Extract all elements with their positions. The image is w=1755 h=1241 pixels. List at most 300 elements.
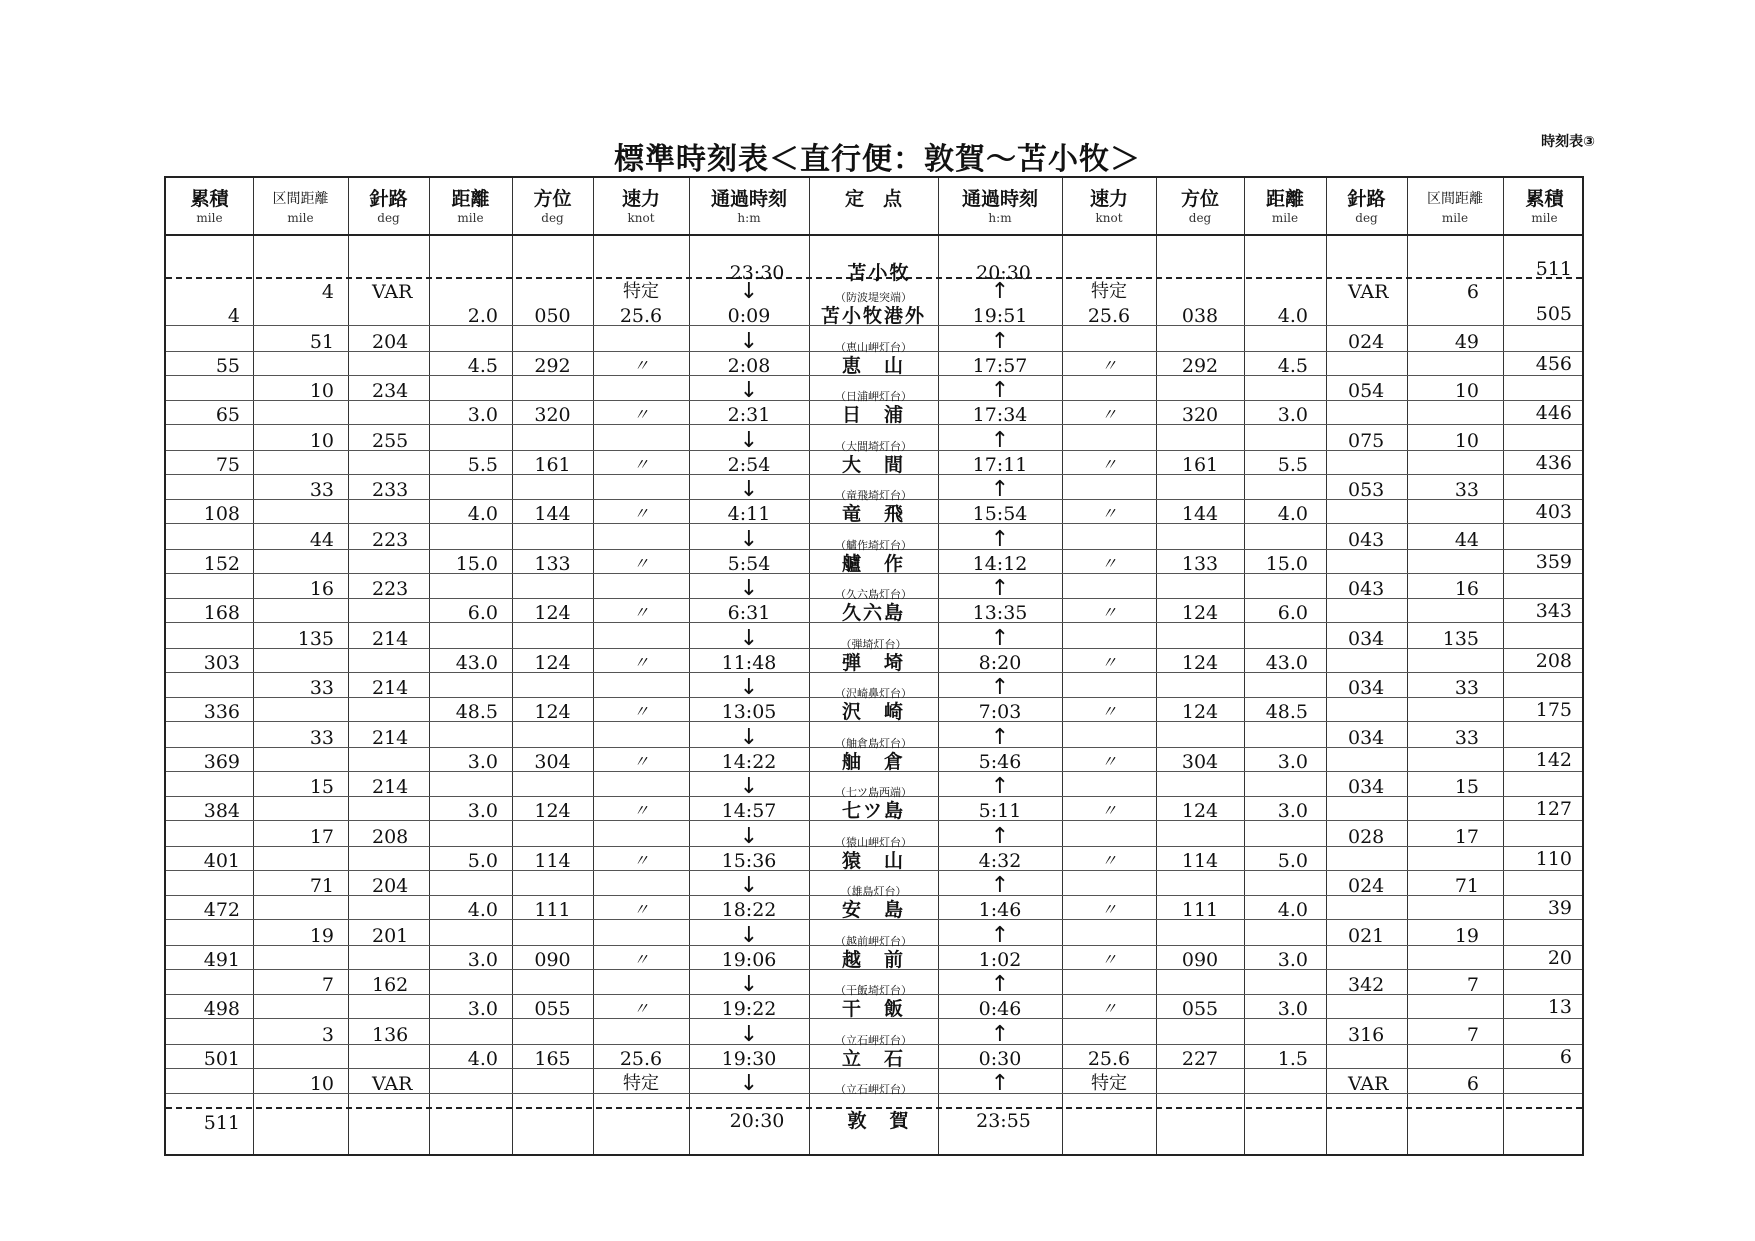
waypoint-sub-label: （雄島灯台） bbox=[840, 885, 907, 898]
leg-right-section-distance: 33 bbox=[1454, 677, 1479, 699]
waypoint-sub-label: （竜飛埼灯台） bbox=[835, 489, 912, 502]
start-station: 苫小牧 bbox=[847, 262, 911, 284]
waypoint-right-time: 15:54 bbox=[972, 503, 1028, 525]
waypoint-left-distance: 6.0 bbox=[467, 602, 498, 624]
waypoint-left-cumulative: 152 bbox=[203, 552, 240, 575]
waypoint-left-cumulative: 384 bbox=[203, 800, 240, 822]
waypoint-name: 久六島 bbox=[841, 602, 905, 624]
waypoint-right-bearing: 124 bbox=[1181, 651, 1219, 674]
leg-left-course: 214 bbox=[372, 627, 409, 650]
leg-right-section-distance: 6 bbox=[1466, 1073, 1479, 1095]
column-header-label: 累積 bbox=[190, 188, 229, 210]
waypoint-left-bearing: 292 bbox=[534, 354, 571, 377]
up-arrow-icon: ↑ bbox=[990, 724, 1010, 750]
waypoint-left-bearing: 165 bbox=[534, 1047, 571, 1070]
down-arrow-icon: ↓ bbox=[739, 1071, 759, 1096]
waypoint-right-bearing: 111 bbox=[1181, 899, 1219, 921]
waypoint-left-time: 14:57 bbox=[721, 800, 777, 822]
waypoint-left-cumulative: 501 bbox=[203, 1047, 240, 1070]
waypoint-right-bearing: 227 bbox=[1181, 1047, 1219, 1070]
waypoint-right-bearing: 133 bbox=[1181, 552, 1219, 575]
waypoint-left-speed: 〃 bbox=[632, 355, 649, 375]
column-header bbox=[689, 178, 809, 234]
waypoint-sub-label: （干飯埼灯台） bbox=[835, 984, 912, 997]
waypoint-right-speed: 〃 bbox=[1100, 405, 1117, 424]
leg-right-speed: 特定 bbox=[1091, 281, 1127, 302]
leg-right-course: 021 bbox=[1348, 924, 1385, 947]
timetable bbox=[164, 176, 1584, 1156]
leg-right-section-distance: 7 bbox=[1466, 1023, 1479, 1046]
waypoint-left-distance: 15.0 bbox=[455, 552, 498, 575]
waypoint-left-distance: 3.0 bbox=[467, 800, 498, 822]
leg-left-course: 214 bbox=[372, 726, 409, 749]
leg-left-course: VAR bbox=[372, 1073, 413, 1095]
waypoint-right-speed: 〃 bbox=[1100, 355, 1117, 375]
column-header bbox=[348, 178, 429, 234]
down-arrow-icon: ↓ bbox=[739, 625, 759, 651]
leg-right-course: 024 bbox=[1348, 875, 1385, 897]
waypoint-right-distance: 15.0 bbox=[1265, 552, 1308, 575]
leg-left-section-distance: 3 bbox=[321, 1023, 334, 1046]
waypoint-left-distance: 4.0 bbox=[467, 899, 498, 921]
leg-right-speed: 特定 bbox=[1091, 1073, 1127, 1094]
waypoint-left-speed: 〃 bbox=[632, 801, 649, 820]
waypoint-right-distance: 3.0 bbox=[1277, 404, 1308, 426]
column-header bbox=[1326, 178, 1407, 234]
waypoint-left-time: 5:54 bbox=[727, 552, 771, 575]
column-header-unit: knot bbox=[627, 211, 655, 225]
column-header bbox=[512, 178, 593, 234]
document-title: 標準時刻表＜直行便：敦賀～苫小牧＞ bbox=[614, 142, 1141, 177]
waypoint-name: 七ツ島 bbox=[841, 800, 905, 822]
waypoint-sub-label: （立石岬灯台） bbox=[835, 1083, 912, 1096]
end-left-time: 20:30 bbox=[729, 1110, 785, 1132]
waypoint-right-bearing: 292 bbox=[1181, 354, 1219, 377]
waypoint-left-cumulative: 303 bbox=[203, 651, 240, 674]
waypoint-left-cumulative: 336 bbox=[203, 701, 240, 723]
waypoint-right-speed: 〃 bbox=[1100, 504, 1117, 523]
leg-right-course: VAR bbox=[1348, 281, 1389, 303]
waypoint-right-time: 1:02 bbox=[978, 948, 1022, 971]
leg-left-section-distance: 15 bbox=[309, 776, 334, 798]
waypoint-right-speed: 〃 bbox=[1100, 949, 1117, 969]
column-header bbox=[1244, 178, 1326, 234]
down-arrow-icon: ↓ bbox=[739, 378, 759, 403]
leg-left-course: 255 bbox=[372, 429, 409, 452]
column-header-label: 方位 bbox=[533, 188, 572, 210]
waypoint-right-distance: 3.0 bbox=[1277, 948, 1308, 971]
down-arrow-icon: ↓ bbox=[739, 873, 759, 898]
leg-left-course: 201 bbox=[372, 924, 409, 947]
waypoint-left-bearing: 124 bbox=[534, 651, 571, 674]
column-header-label: 速力 bbox=[1089, 188, 1128, 210]
up-arrow-icon: ↑ bbox=[990, 972, 1010, 997]
waypoint-name: 苫小牧港外 bbox=[820, 305, 926, 327]
waypoint-right-cumulative: 110 bbox=[1535, 847, 1572, 870]
waypoint-right-time: 5:11 bbox=[978, 800, 1022, 822]
waypoint-right-bearing: 320 bbox=[1181, 404, 1219, 426]
waypoint-name: 艫 作 bbox=[841, 552, 905, 575]
waypoint-left-cumulative: 65 bbox=[215, 404, 240, 426]
waypoint-right-cumulative: 142 bbox=[1535, 748, 1572, 771]
column-header bbox=[593, 178, 689, 234]
dashed-separator bbox=[166, 1107, 1582, 1109]
waypoint-left-speed: 〃 bbox=[632, 454, 649, 474]
column-header-unit: deg bbox=[541, 211, 564, 225]
waypoint-left-speed: 〃 bbox=[632, 999, 649, 1018]
leg-left-section-distance: 71 bbox=[309, 875, 334, 897]
waypoint-right-speed: 25.6 bbox=[1087, 305, 1131, 327]
waypoint-left-distance: 4.0 bbox=[467, 503, 498, 525]
waypoint-left-bearing: 111 bbox=[534, 899, 571, 921]
leg-right-section-distance: 10 bbox=[1454, 429, 1479, 452]
leg-right-course: 034 bbox=[1348, 677, 1385, 699]
waypoint-left-time: 18:22 bbox=[721, 899, 777, 921]
waypoint-right-bearing: 124 bbox=[1181, 800, 1219, 822]
waypoint-right-bearing: 090 bbox=[1181, 948, 1219, 971]
waypoint-left-speed: 〃 bbox=[632, 603, 649, 622]
leg-right-course: 028 bbox=[1348, 825, 1385, 848]
waypoint-left-time: 19:30 bbox=[721, 1047, 777, 1070]
waypoint-right-time: 19:51 bbox=[972, 305, 1028, 327]
waypoint-right-speed: 〃 bbox=[1100, 603, 1117, 622]
waypoint-name: 大 間 bbox=[841, 453, 905, 476]
waypoint-right-distance: 4.0 bbox=[1277, 503, 1308, 525]
waypoint-left-time: 19:06 bbox=[721, 948, 777, 971]
waypoint-right-cumulative: 208 bbox=[1535, 649, 1572, 672]
column-header bbox=[938, 178, 1062, 234]
waypoint-left-bearing: 055 bbox=[534, 998, 571, 1020]
waypoint-name: 日 浦 bbox=[841, 404, 905, 426]
waypoint-left-distance: 3.0 bbox=[467, 750, 498, 773]
waypoint-left-distance: 2.0 bbox=[467, 305, 498, 327]
leg-right-section-distance: 33 bbox=[1454, 726, 1479, 749]
leg-left-course: 233 bbox=[372, 479, 409, 501]
waypoint-left-speed: 〃 bbox=[632, 949, 649, 969]
leg-right-course: 075 bbox=[1348, 429, 1385, 452]
waypoint-right-distance: 3.0 bbox=[1277, 750, 1308, 773]
waypoint-left-bearing: 124 bbox=[534, 602, 571, 624]
waypoint-left-time: 13:05 bbox=[721, 701, 777, 723]
waypoint-left-distance: 48.5 bbox=[455, 701, 498, 723]
down-arrow-icon: ↓ bbox=[739, 328, 759, 354]
waypoint-left-time: 19:22 bbox=[721, 998, 777, 1020]
waypoint-sub-label: （防波堤突端） bbox=[835, 291, 912, 304]
waypoint-right-distance: 43.0 bbox=[1265, 651, 1308, 674]
waypoint-right-time: 14:12 bbox=[972, 552, 1028, 575]
waypoint-left-time: 6:31 bbox=[727, 602, 771, 624]
waypoint-left-bearing: 114 bbox=[534, 849, 571, 872]
leg-right-section-distance: 49 bbox=[1454, 330, 1479, 353]
waypoint-left-speed: 〃 bbox=[632, 751, 649, 771]
leg-left-section-distance: 4 bbox=[321, 281, 334, 303]
column-header-label: 距離 bbox=[451, 188, 490, 210]
leg-left-section-distance: 135 bbox=[297, 627, 334, 650]
column-header-unit: mile bbox=[457, 211, 484, 225]
column-header-unit: h:m bbox=[988, 211, 1012, 225]
waypoint-right-distance: 5.0 bbox=[1277, 849, 1308, 872]
column-header-label: 通過時刻 bbox=[710, 188, 787, 210]
waypoint-right-distance: 3.0 bbox=[1277, 800, 1308, 822]
up-arrow-icon: ↑ bbox=[990, 675, 1010, 700]
leg-left-course: 204 bbox=[372, 330, 409, 353]
leg-left-course: 223 bbox=[372, 528, 409, 551]
leg-right-course: 024 bbox=[1348, 330, 1385, 353]
leg-right-course: 034 bbox=[1348, 726, 1385, 749]
leg-left-section-distance: 16 bbox=[309, 578, 334, 600]
leg-right-section-distance: 10 bbox=[1454, 380, 1479, 402]
waypoint-right-cumulative: 127 bbox=[1535, 798, 1572, 820]
column-header-unit: mile bbox=[1441, 211, 1469, 225]
leg-left-section-distance: 7 bbox=[321, 974, 334, 996]
up-arrow-icon: ↑ bbox=[990, 1021, 1010, 1047]
waypoint-left-cumulative: 4 bbox=[227, 305, 240, 327]
waypoint-sub-label: （沢崎鼻灯台） bbox=[835, 687, 912, 700]
waypoint-sub-label: （七ツ島西端） bbox=[835, 786, 912, 799]
waypoint-left-cumulative: 401 bbox=[203, 849, 240, 872]
waypoint-sub-label: （立石岬灯台） bbox=[835, 1033, 912, 1047]
up-arrow-icon: ↑ bbox=[990, 774, 1010, 799]
down-arrow-icon: ↓ bbox=[739, 724, 759, 750]
waypoint-right-speed: 25.6 bbox=[1087, 1047, 1131, 1070]
leg-left-course: 234 bbox=[372, 380, 409, 402]
waypoint-right-cumulative: 505 bbox=[1535, 303, 1572, 325]
page-label: 時刻表③ bbox=[1541, 134, 1595, 150]
waypoint-right-distance: 4.5 bbox=[1277, 354, 1308, 377]
leg-left-section-distance: 33 bbox=[309, 677, 334, 699]
down-arrow-icon: ↓ bbox=[739, 675, 759, 700]
waypoint-right-speed: 〃 bbox=[1100, 454, 1117, 474]
waypoint-right-time: 13:35 bbox=[972, 602, 1028, 624]
waypoint-right-cumulative: 39 bbox=[1547, 897, 1572, 919]
up-arrow-icon: ↑ bbox=[990, 873, 1010, 898]
waypoint-left-speed: 25.6 bbox=[619, 305, 663, 327]
waypoint-right-bearing: 055 bbox=[1181, 998, 1219, 1020]
waypoint-left-cumulative: 491 bbox=[203, 948, 240, 971]
waypoint-right-cumulative: 6 bbox=[1559, 1045, 1572, 1068]
leg-right-section-distance: 135 bbox=[1442, 627, 1479, 650]
waypoint-right-cumulative: 343 bbox=[1535, 600, 1572, 622]
waypoint-right-cumulative: 403 bbox=[1535, 501, 1572, 523]
leg-left-course: 162 bbox=[372, 974, 409, 996]
leg-right-section-distance: 33 bbox=[1454, 479, 1479, 501]
waypoint-left-time: 0:09 bbox=[727, 305, 771, 327]
waypoint-right-time: 0:46 bbox=[978, 998, 1022, 1020]
waypoint-name: 安 島 bbox=[841, 899, 905, 921]
up-arrow-icon: ↑ bbox=[990, 279, 1010, 304]
waypoint-left-cumulative: 75 bbox=[215, 453, 240, 476]
leg-left-speed: 特定 bbox=[623, 281, 659, 302]
column-header-label: 通過時刻 bbox=[961, 188, 1038, 210]
waypoint-right-speed: 〃 bbox=[1100, 850, 1117, 870]
waypoint-sub-label: （舳倉島灯台） bbox=[835, 736, 912, 750]
column-header bbox=[1503, 178, 1586, 234]
waypoint-left-bearing: 304 bbox=[534, 750, 571, 773]
waypoint-right-speed: 〃 bbox=[1100, 801, 1117, 820]
waypoint-right-speed: 〃 bbox=[1100, 751, 1117, 771]
leg-right-section-distance: 17 bbox=[1454, 825, 1479, 848]
leg-right-section-distance: 16 bbox=[1454, 578, 1479, 600]
column-header bbox=[253, 178, 348, 234]
waypoint-right-time: 1:46 bbox=[978, 899, 1022, 921]
waypoint-left-bearing: 133 bbox=[534, 552, 571, 575]
waypoint-right-distance: 4.0 bbox=[1277, 305, 1308, 327]
column-header bbox=[1062, 178, 1156, 234]
waypoint-name: 越 前 bbox=[841, 948, 905, 971]
up-arrow-icon: ↑ bbox=[990, 576, 1010, 601]
waypoint-left-distance: 5.0 bbox=[467, 849, 498, 872]
down-arrow-icon: ↓ bbox=[739, 576, 759, 601]
leg-right-course: 043 bbox=[1348, 578, 1385, 600]
waypoint-right-distance: 5.5 bbox=[1277, 453, 1308, 476]
waypoint-name: 立 石 bbox=[841, 1047, 905, 1070]
leg-right-course: 316 bbox=[1348, 1023, 1385, 1046]
start-right-cum: 511 bbox=[1535, 258, 1572, 280]
leg-right-section-distance: 15 bbox=[1454, 776, 1479, 798]
leg-left-section-distance: 19 bbox=[309, 924, 334, 947]
column-header bbox=[1407, 178, 1503, 234]
waypoint-right-speed: 〃 bbox=[1100, 553, 1117, 573]
waypoint-right-time: 7:03 bbox=[978, 701, 1022, 723]
waypoint-left-distance: 3.0 bbox=[467, 404, 498, 426]
down-arrow-icon: ↓ bbox=[739, 774, 759, 799]
waypoint-right-bearing: 124 bbox=[1181, 701, 1219, 723]
column-header-unit: deg bbox=[377, 211, 400, 225]
waypoint-right-distance: 48.5 bbox=[1265, 701, 1308, 723]
up-arrow-icon: ↑ bbox=[990, 477, 1010, 502]
waypoint-right-speed: 〃 bbox=[1100, 702, 1117, 721]
waypoint-right-distance: 6.0 bbox=[1277, 602, 1308, 624]
waypoint-left-speed: 〃 bbox=[632, 652, 649, 672]
column-header bbox=[166, 178, 253, 234]
leg-left-section-distance: 10 bbox=[309, 429, 334, 452]
waypoint-right-speed: 〃 bbox=[1100, 900, 1117, 919]
waypoint-left-bearing: 320 bbox=[534, 404, 571, 426]
waypoint-left-distance: 3.0 bbox=[467, 998, 498, 1020]
waypoint-right-cumulative: 456 bbox=[1535, 352, 1572, 375]
waypoint-sub-label: （弾埼灯台） bbox=[840, 637, 907, 651]
waypoint-left-bearing: 144 bbox=[534, 503, 571, 525]
waypoint-right-bearing: 144 bbox=[1181, 503, 1219, 525]
row-divider bbox=[166, 234, 1582, 236]
waypoint-sub-label: （久六島灯台） bbox=[835, 588, 912, 601]
leg-left-course: VAR bbox=[372, 281, 413, 303]
waypoint-right-time: 5:46 bbox=[978, 750, 1022, 773]
end-right-time: 23:55 bbox=[976, 1110, 1031, 1132]
leg-right-section-distance: 6 bbox=[1466, 281, 1479, 303]
up-arrow-icon: ↑ bbox=[990, 526, 1010, 552]
waypoint-left-bearing: 124 bbox=[534, 800, 571, 822]
waypoint-sub-label: （大間埼灯台） bbox=[835, 439, 912, 453]
leg-right-course: 053 bbox=[1348, 479, 1385, 501]
leg-left-speed: 特定 bbox=[623, 1073, 659, 1094]
down-arrow-icon: ↓ bbox=[739, 427, 759, 453]
leg-left-course: 208 bbox=[372, 825, 409, 848]
leg-right-section-distance: 44 bbox=[1454, 528, 1479, 551]
leg-left-section-distance: 17 bbox=[309, 825, 334, 848]
column-header-label: 針路 bbox=[1347, 188, 1386, 210]
waypoint-right-cumulative: 446 bbox=[1535, 402, 1572, 424]
column-header-unit: h:m bbox=[737, 211, 761, 225]
waypoint-name: 干 飯 bbox=[841, 998, 905, 1020]
column-header bbox=[429, 178, 512, 234]
up-arrow-icon: ↑ bbox=[990, 823, 1010, 849]
down-arrow-icon: ↓ bbox=[739, 922, 759, 948]
up-arrow-icon: ↑ bbox=[990, 922, 1010, 948]
waypoint-left-speed: 〃 bbox=[632, 702, 649, 721]
leg-right-course: 342 bbox=[1348, 974, 1385, 996]
waypoint-left-cumulative: 108 bbox=[203, 503, 240, 525]
up-arrow-icon: ↑ bbox=[990, 328, 1010, 354]
waypoint-right-time: 0:30 bbox=[978, 1047, 1022, 1070]
down-arrow-icon: ↓ bbox=[739, 279, 759, 304]
waypoint-name: 沢 崎 bbox=[841, 701, 905, 723]
end-station: 敦 賀 bbox=[847, 1110, 911, 1132]
leg-right-course: 054 bbox=[1348, 380, 1385, 402]
column-header-label: 距離 bbox=[1265, 188, 1304, 210]
column-header bbox=[809, 178, 938, 234]
up-arrow-icon: ↑ bbox=[990, 378, 1010, 403]
waypoint-left-distance: 4.0 bbox=[467, 1047, 498, 1070]
waypoint-left-distance: 3.0 bbox=[467, 948, 498, 971]
waypoint-left-cumulative: 369 bbox=[203, 750, 240, 773]
down-arrow-icon: ↓ bbox=[739, 526, 759, 552]
column-header-unit: knot bbox=[1095, 211, 1123, 225]
waypoint-right-cumulative: 175 bbox=[1535, 699, 1572, 721]
leg-left-section-distance: 33 bbox=[309, 479, 334, 501]
waypoint-left-bearing: 050 bbox=[534, 305, 571, 327]
column-header-unit: mile bbox=[1271, 211, 1299, 225]
waypoint-left-speed: 〃 bbox=[632, 553, 649, 573]
waypoint-left-time: 2:31 bbox=[727, 404, 771, 426]
waypoint-right-bearing: 114 bbox=[1181, 849, 1219, 872]
leg-right-course: 034 bbox=[1348, 776, 1385, 798]
waypoint-left-cumulative: 472 bbox=[203, 899, 240, 921]
down-arrow-icon: ↓ bbox=[739, 823, 759, 849]
leg-left-course: 204 bbox=[372, 875, 409, 897]
waypoint-right-cumulative: 359 bbox=[1535, 550, 1572, 573]
start-right-time: 20:30 bbox=[976, 262, 1031, 284]
waypoint-left-bearing: 090 bbox=[534, 948, 571, 971]
waypoint-left-cumulative: 168 bbox=[203, 602, 240, 624]
waypoint-left-distance: 5.5 bbox=[467, 453, 498, 476]
waypoint-left-distance: 43.0 bbox=[455, 651, 498, 674]
leg-right-course: VAR bbox=[1348, 1073, 1389, 1095]
down-arrow-icon: ↓ bbox=[739, 477, 759, 502]
waypoint-right-cumulative: 20 bbox=[1547, 946, 1572, 969]
leg-left-section-distance: 44 bbox=[309, 528, 334, 551]
waypoint-sub-label: （日浦岬灯台） bbox=[835, 390, 912, 403]
waypoint-right-time: 17:57 bbox=[972, 354, 1028, 377]
waypoint-right-cumulative: 436 bbox=[1535, 451, 1572, 474]
column-header-unit: mile bbox=[1531, 211, 1558, 225]
waypoint-left-time: 15:36 bbox=[721, 849, 777, 872]
waypoint-left-time: 11:48 bbox=[721, 651, 777, 674]
start-left-time: 23:30 bbox=[729, 262, 785, 284]
waypoint-right-time: 17:34 bbox=[972, 404, 1028, 426]
column-header bbox=[1156, 178, 1244, 234]
leg-left-section-distance: 33 bbox=[309, 726, 334, 749]
waypoint-left-bearing: 161 bbox=[534, 453, 571, 476]
leg-right-course: 043 bbox=[1348, 528, 1385, 551]
waypoint-left-speed: 〃 bbox=[632, 405, 649, 424]
leg-right-section-distance: 19 bbox=[1454, 924, 1479, 947]
column-header-label: 方位 bbox=[1180, 188, 1219, 210]
waypoint-right-bearing: 161 bbox=[1181, 453, 1219, 476]
column-header-label: 定 点 bbox=[844, 188, 902, 210]
end-left-cum: 511 bbox=[203, 1112, 240, 1134]
column-header-unit: mile bbox=[287, 211, 314, 225]
